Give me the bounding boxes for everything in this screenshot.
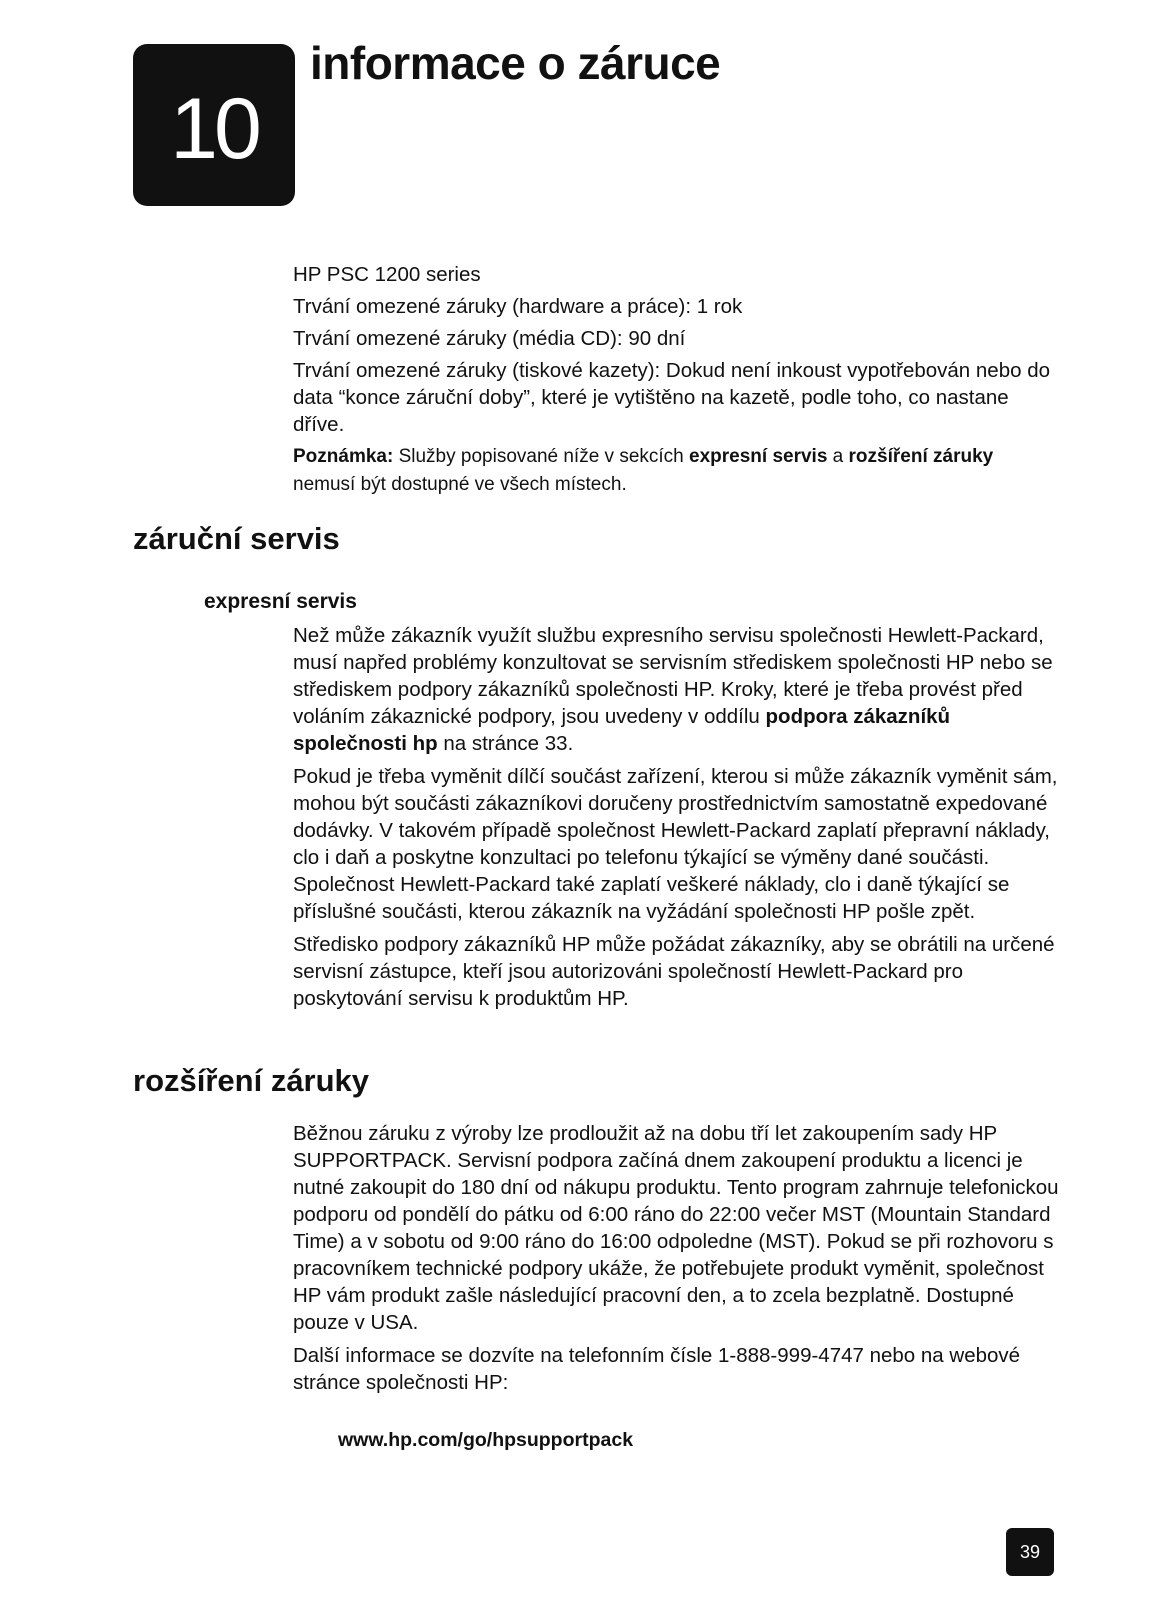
express-service-subheading: expresní servis xyxy=(204,590,357,613)
intro-hardware-warranty: Trvání omezené záruky (hardware a práce): 1 rok xyxy=(293,295,743,318)
chapter-number: 10 xyxy=(170,80,258,177)
warranty-extension-heading: rozšíření záruky xyxy=(133,1063,370,1098)
page-number: 39 xyxy=(1019,1541,1041,1562)
express-service-paragraph-3: Středisko podpory zákazníků HP může požádat zákazníky, aby se obrátili na určené servisní zástupce, kteří jsou autorizováni společností Hewlett-Packard pro poskytování servisu k produktům HP. xyxy=(293,933,1055,1010)
chapter-number-badge xyxy=(133,44,295,206)
extension-paragraph-2: Další informace se dozvíte na telefonním čísle 1-888-999-4747 nebo na webové stránce společnosti HP: xyxy=(293,1344,1021,1394)
intro-cartridge-warranty: Trvání omezené záruky (tiskové kazety): Dokud není inkoust vypotřebován nebo do data “konce záruční doby”, které je vytištěno na kazetě, podle toho, co nastane dříve. xyxy=(293,359,1050,436)
note-text-before: Služby popisované níže v sekcích xyxy=(393,446,690,467)
supportpack-url[interactable]: www.hp.com/go/hpsupportpack xyxy=(338,1429,634,1451)
express-p1-before: Než může zákazník využít službu expresního servisu společnosti Hewlett-Packard, musí napřed problémy konzultovat se servisním střediskem společnosti HP nebo se střediskem podpory zákazníků společnosti HP. Kroky, které je třeba provést před voláním zákaznické podpory, jsou uvedeny v oddílu xyxy=(293,624,1053,728)
warranty-extension-section xyxy=(293,1120,1063,1402)
customer-support-reference: podpora zákazníků společnosti hp xyxy=(293,705,951,755)
note-bold-extension: rozšíření záruky xyxy=(848,446,994,467)
express-service-paragraph-1 xyxy=(293,622,1063,757)
warranty-service-heading: záruční servis xyxy=(133,521,340,556)
intro-product: HP PSC 1200 series xyxy=(293,263,481,286)
chapter-title: informace o záruce xyxy=(310,37,721,89)
note-label: Poznámka: xyxy=(293,446,394,467)
note-bold-express: expresní servis xyxy=(689,446,828,467)
intro-media-warranty: Trvání omezené záruky (média CD): 90 dní xyxy=(293,327,686,350)
express-service-section xyxy=(293,622,1063,1018)
extension-paragraph-1: Běžnou záruku z výroby lze prodloužit až na dobu tří let zakoupením sady HP SUPPORTPACK. Servisní podpora začíná dnem zakoupení produktu a licenci je nutné zakoupit do 180 dní od nákupu produktu. Tento program zahrnuje telefonickou podporu od pondělí do pátku od 6:00 ráno do 22:00 večer MST (Mountain Standard Time) a v sobotu od 9:00 ráno do 16:00 odpoledne (MST). Pokud se při rozhovoru s pracovníkem technické podpory ukáže, že potřebujete produkt vyměnit, společnost HP vám produkt zašle následující pracovní den, a to zcela bezplatně. Dostupné pouze v USA. xyxy=(293,1122,1059,1334)
note xyxy=(293,443,1013,499)
express-p1-after: na stránce 33. xyxy=(437,732,574,755)
express-service-paragraph-2: Pokud je třeba vyměnit dílčí součást zařízení, kterou si může zákazník vyměnit sám, mohou být součásti zákazníkovi doručeny prostřednictvím samostatně expedované dodávky. V takovém případě společnost Hewlett-Packard zaplatí přepravní náklady, clo i daň a poskytne konzultaci po telefonu týkající se výměny dané součásti. Společnost Hewlett-Packard také zaplatí veškeré náklady, clo i daně týkající se příslušné součásti, kterou zákazník na vyžádání společnosti HP pošle zpět. xyxy=(293,765,1058,923)
page-number-badge xyxy=(1006,1528,1054,1576)
note-text-after: nemusí být dostupné ve všech místech. xyxy=(293,474,627,495)
note-text-middle: a xyxy=(827,446,849,467)
intro-block xyxy=(293,261,1063,504)
